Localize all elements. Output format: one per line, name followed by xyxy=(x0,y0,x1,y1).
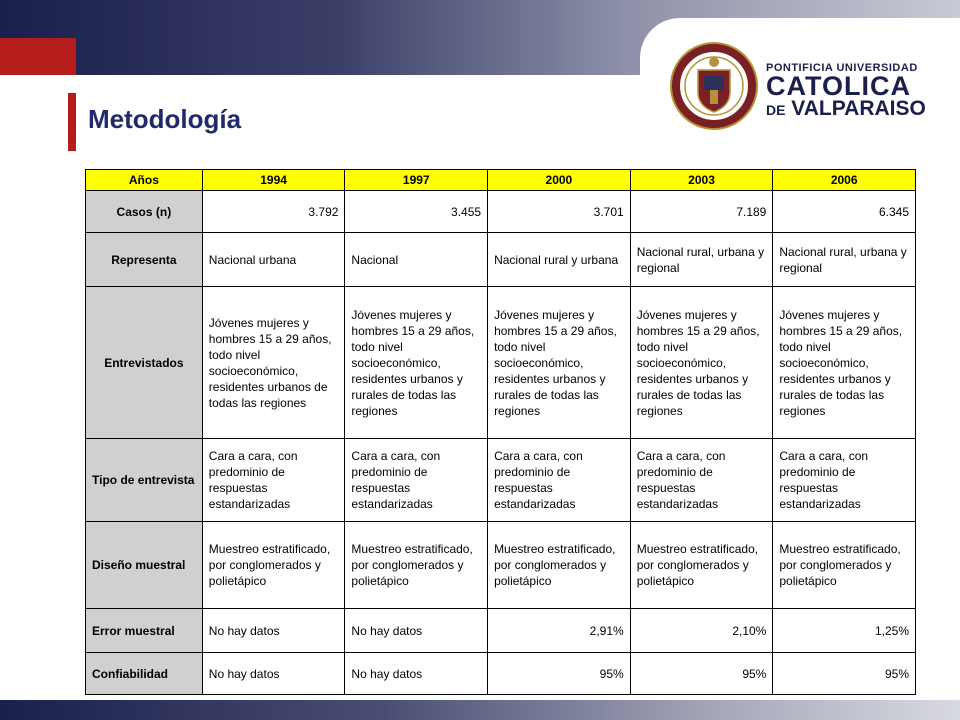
table-cell: Nacional urbana xyxy=(202,233,345,287)
row-label: Entrevistados xyxy=(86,287,203,439)
table-cell: No hay datos xyxy=(202,609,345,653)
table-cell: Jóvenes mujeres y hombres 15 a 29 años, todo nivel socioeconómico, residentes urbanos y rurales de todas las regiones xyxy=(773,287,916,439)
table-cell: Muestreo estratificado, por conglomerados y polietápico xyxy=(345,522,488,609)
title-accent-bar xyxy=(68,93,76,151)
logo-line-2: CATOLICA xyxy=(766,71,911,101)
logo-line-1: PONTIFICIA UNIVERSIDAD xyxy=(766,62,918,74)
table-cell: Cara a cara, con predominio de respuestas estandarizadas xyxy=(488,439,631,522)
table-cell: Cara a cara, con predominio de respuestas estandarizadas xyxy=(773,439,916,522)
table-cell: Cara a cara, con predominio de respuestas estandarizadas xyxy=(202,439,345,522)
table-cell: Muestreo estratificado, por conglomerados y polietápico xyxy=(202,522,345,609)
table-cell: Cara a cara, con predominio de respuestas estandarizadas xyxy=(630,439,773,522)
table-cell: 1,25% xyxy=(773,609,916,653)
table-row xyxy=(86,439,916,522)
university-logo-text xyxy=(766,62,926,120)
table-cell: 95% xyxy=(773,653,916,695)
table-row xyxy=(86,191,916,233)
table-cell: No hay datos xyxy=(202,653,345,695)
header-cell-2006: 2006 xyxy=(773,170,916,191)
table-row xyxy=(86,287,916,439)
row-label: Representa xyxy=(86,233,203,287)
table-cell: Jóvenes mujeres y hombres 15 a 29 años, todo nivel socioeconómico, residentes urbanos y rurales de todas las regiones xyxy=(345,287,488,439)
table-cell: Cara a cara, con predominio de respuestas estandarizadas xyxy=(345,439,488,522)
table-cell: Jóvenes mujeres y hombres 15 a 29 años, todo nivel socioeconómico, residentes urbanos y rurales de todas las regiones xyxy=(630,287,773,439)
logo-line-3-main: VALPARAISO xyxy=(791,97,926,120)
table-cell: No hay datos xyxy=(345,653,488,695)
row-label: Tipo de entrevista xyxy=(86,439,203,522)
table-cell: Muestreo estratificado, por conglomerados y polietápico xyxy=(488,522,631,609)
table-cell: 3.455 xyxy=(345,191,488,233)
row-label: Diseño muestral xyxy=(86,522,203,609)
table-cell: No hay datos xyxy=(345,609,488,653)
header-cell-2000: 2000 xyxy=(488,170,631,191)
table-cell: Nacional rural y urbana xyxy=(488,233,631,287)
row-label: Error muestral xyxy=(86,609,203,653)
row-label: Confiabilidad xyxy=(86,653,203,695)
table-cell: Muestreo estratificado, por conglomerados y polietápico xyxy=(630,522,773,609)
table-cell: Nacional rural, urbana y regional xyxy=(773,233,916,287)
table-row xyxy=(86,653,916,695)
table-row xyxy=(86,233,916,287)
table-cell: Nacional rural, urbana y regional xyxy=(630,233,773,287)
logo-line-3-prefix: DE xyxy=(766,102,786,118)
table-cell: 95% xyxy=(630,653,773,695)
row-label: Casos (n) xyxy=(86,191,203,233)
footer-band xyxy=(0,700,960,720)
page-title: Metodología xyxy=(88,104,242,134)
red-accent-block xyxy=(0,38,76,75)
table-cell: Nacional xyxy=(345,233,488,287)
table-cell: 2,91% xyxy=(488,609,631,653)
table-cell: Muestreo estratificado, por conglomerados y polietápico xyxy=(773,522,916,609)
header-cell-years: Años xyxy=(86,170,203,191)
table-row xyxy=(86,522,916,609)
university-seal-icon xyxy=(668,40,760,132)
logo-line-3 xyxy=(766,99,926,120)
header-cell-1997: 1997 xyxy=(345,170,488,191)
table-cell: Jóvenes mujeres y hombres 15 a 29 años, todo nivel socioeconómico, residentes urbanos y rurales de todas las regiones xyxy=(488,287,631,439)
table-cell: 2,10% xyxy=(630,609,773,653)
methodology-table xyxy=(85,169,916,695)
table-row xyxy=(86,609,916,653)
table-cell: 7.189 xyxy=(630,191,773,233)
table-cell: 6.345 xyxy=(773,191,916,233)
table-cell: 3.792 xyxy=(202,191,345,233)
table-cell: 95% xyxy=(488,653,631,695)
table-cell: 3.701 xyxy=(488,191,631,233)
header-cell-1994: 1994 xyxy=(202,170,345,191)
header-cell-2003: 2003 xyxy=(630,170,773,191)
table-header-row xyxy=(86,170,916,191)
table-cell: Jóvenes mujeres y hombres 15 a 29 años, todo nivel socioeconómico, residentes urbanos de todas las regiones xyxy=(202,287,345,439)
